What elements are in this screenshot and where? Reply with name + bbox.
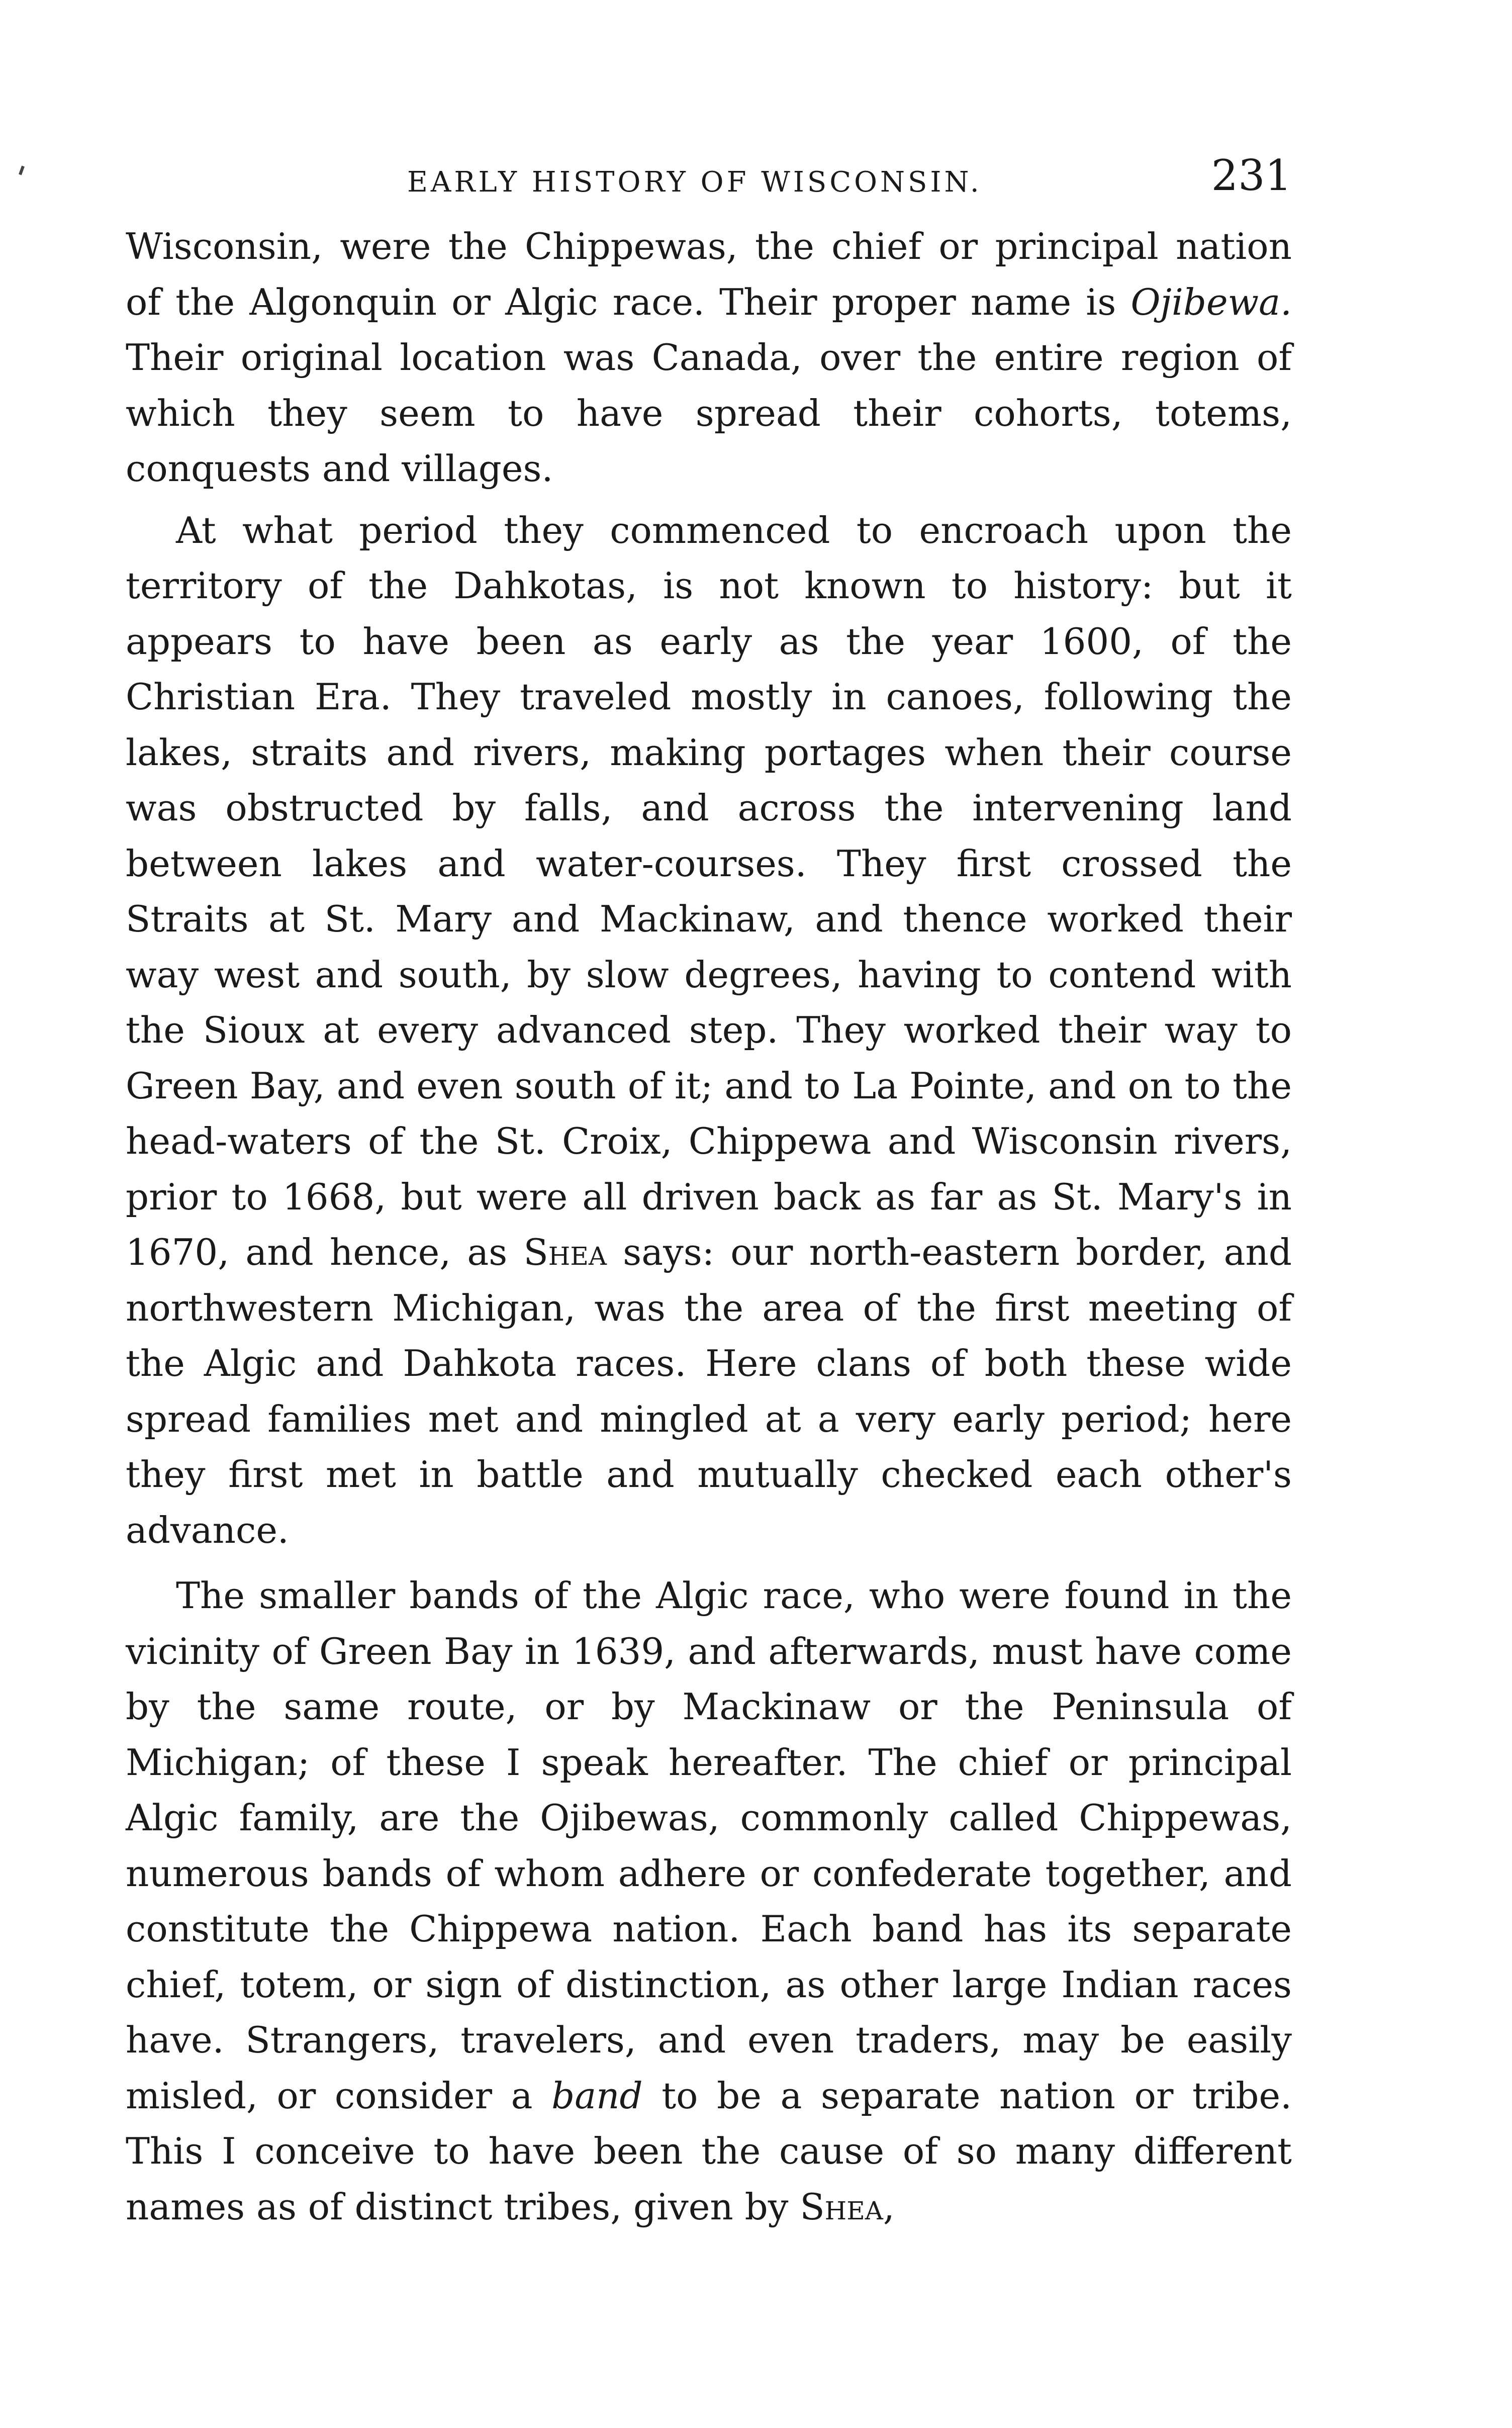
author-name-shea: Shea — [800, 2185, 883, 2228]
paragraph-text: The smaller bands of the Algic race, who were found in the vicinity of Green Bay in 1639, and afterwards, must have come by the same route, or by Mackinaw or the Peninsula of Michigan; of these I speak hereafter. The chief or principal Algic family, are the Ojibewas, commonly called Chippewas, numerous bands of whom adhere or confederate together, and constitute the Chippewa nation. Each band has its separate chief, totem, or sign of distinction, as other large Indian races have. Strangers, travelers, and even traders, may be easily misled, or consider a — [126, 1574, 1292, 2117]
stray-ink-mark — [19, 166, 25, 175]
paragraph-text: Wisconsin, were the Chippewas, the chief or principal nation of the Algonquin or Algic race. Their proper name is — [126, 225, 1292, 323]
paragraph-text: says: our north-eastern border, and northwestern Michigan, was the area of the first meeting of the Algic and Dahkota races. Here clans of both these wide spread families met and mingled at a very early period; here they first met in battle and mutually checked each other's advance. — [126, 1231, 1292, 1551]
paragraph-algic-bands — [126, 1568, 1292, 2234]
author-name-shea: Shea — [523, 1231, 607, 1273]
paragraph-text: Their original location was Canada, over the entire region of which they seem to have spread their cohorts, totems, conquests and villages. — [126, 336, 1292, 490]
italic-term-band: band — [551, 2074, 643, 2117]
paragraph-text: At what period they commenced to encroach upon the territory of the Dahkotas, is not known to history: but it appears to have been as early as the year 1600, of the Christian Era. They traveled mostly in canoes, following the lakes, straits and rivers, making portages when their course was obstructed by falls, and across the intervening land between lakes and water-courses. They first crossed the Straits at St. Mary and Mackinaw, and thence worked their way west and south, by slow degrees, having to contend with the Sioux at every advanced step. They worked their way to Green Bay, and even south of it; and to La Pointe, and on to the head-waters of the St. Croix, Chippewa and Wisconsin rivers, prior to 1668, but were all driven back as far as St. Mary's in 1670, and hence, as — [126, 509, 1292, 1273]
running-title: EARLY HISTORY OF WISCONSIN. — [407, 166, 982, 199]
paragraph-text: , — [883, 2185, 895, 2228]
running-header — [126, 151, 1292, 211]
paragraph-continuation — [126, 219, 1292, 497]
paragraph-algonquin-migration — [126, 503, 1292, 1558]
italic-term-ojibewa: Ojibewa. — [1130, 281, 1292, 323]
body-text — [126, 219, 1292, 2234]
page-number: 231 — [1211, 151, 1292, 200]
paragraph-text: to be a separate nation or tribe. This I conceive to have been the cause of so many different names as of distinct tribes, given by — [126, 2074, 1292, 2228]
